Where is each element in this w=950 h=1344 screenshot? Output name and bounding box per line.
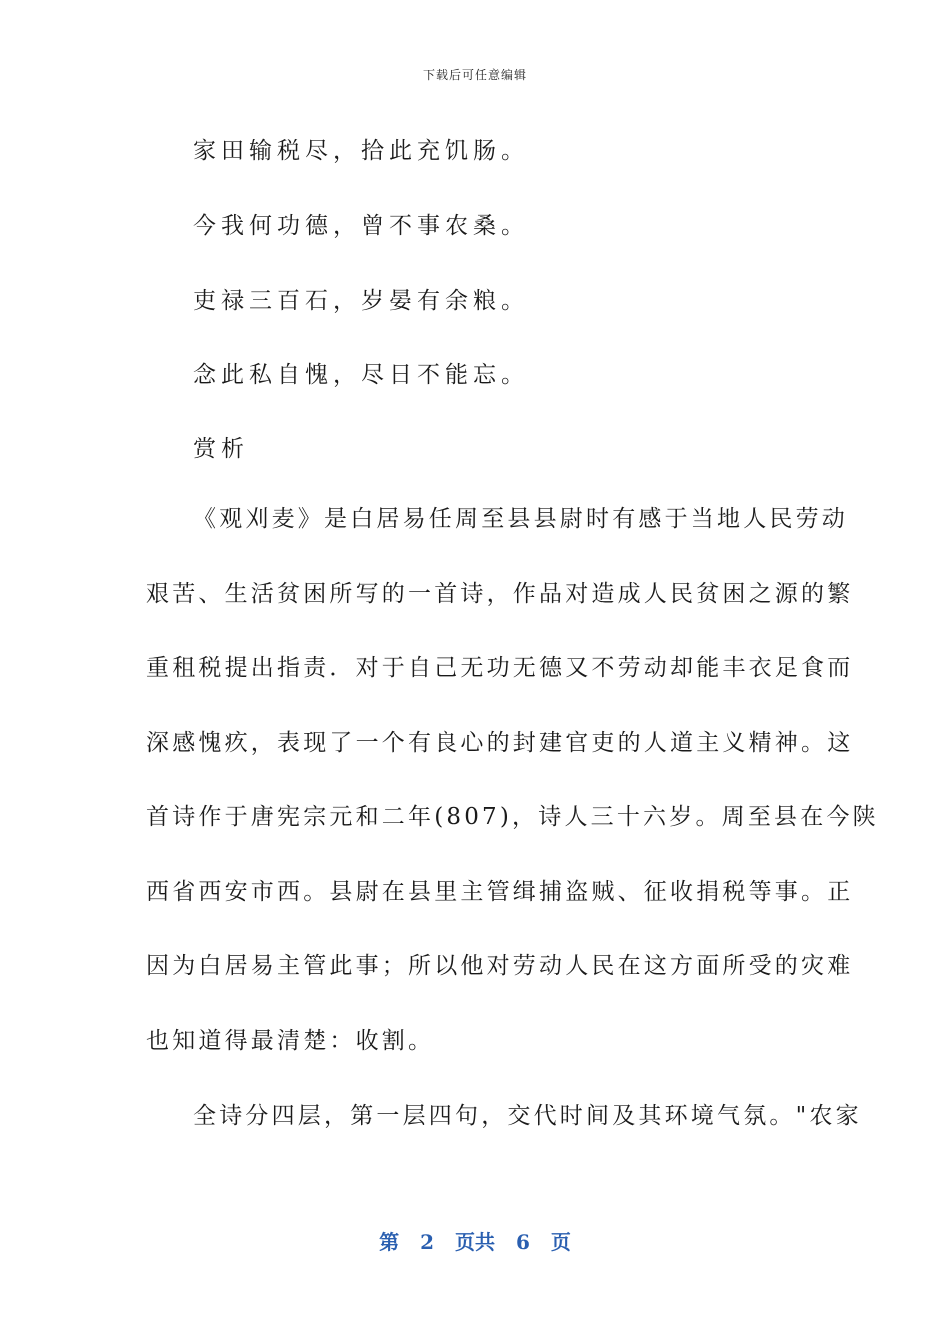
paragraph-line: 重租税提出指责．对于自己无功无德又不劳动却能丰衣足食而 (146, 655, 854, 681)
poem-line: 吏禄三百石，岁晏有余粮。 (193, 288, 529, 314)
paragraph-line: 因为白居易主管此事；所以他对劳动人民在这方面所受的灾难 (146, 953, 854, 979)
page-footer (0, 1226, 950, 1255)
total-pages: 6 (515, 1230, 530, 1254)
page-number: 2 (420, 1230, 435, 1254)
poem-line: 念此私自愧，尽日不能忘。 (193, 362, 529, 388)
section-title: 赏析 (193, 436, 249, 462)
paragraph-line: 西省西安市西。县尉在县里主管缉捕盗贼、征收捐税等事。正 (146, 878, 854, 905)
analysis-paragraph-1 (146, 504, 879, 1100)
paragraph-line: 全诗分四层，第一层四句，交代时间及其环境气氛。"农家 (193, 1103, 862, 1129)
analysis-paragraph-2 (146, 1101, 862, 1176)
poem-line: 家田输税尽，拾此充饥肠。 (193, 138, 529, 164)
page-label-prefix: 第 (379, 1230, 400, 1254)
page-label-mid: 页共 (455, 1230, 495, 1254)
paragraph-line: 深感愧疚，表现了一个有良心的封建官吏的人道主义精神。这 (146, 729, 854, 756)
header-note: 下载后可任意编辑 (422, 68, 527, 82)
poem-line: 今我何功德，曾不事农桑。 (193, 213, 529, 239)
paragraph-line: 也知道得最清楚：收割。 (146, 1027, 435, 1054)
page-label-suffix: 页 (550, 1230, 571, 1254)
paragraph-line: 艰苦、生活贫困所写的一首诗，作品对造成人民贫困之源的繁 (146, 580, 854, 607)
paragraph-line: 首诗作于唐宪宗元和二年(807)，诗人三十六岁。周至县在今陕 (146, 804, 879, 830)
paragraph-line: 《观刈麦》是白居易任周至县县尉时有感于当地人民劳动 (193, 506, 848, 532)
